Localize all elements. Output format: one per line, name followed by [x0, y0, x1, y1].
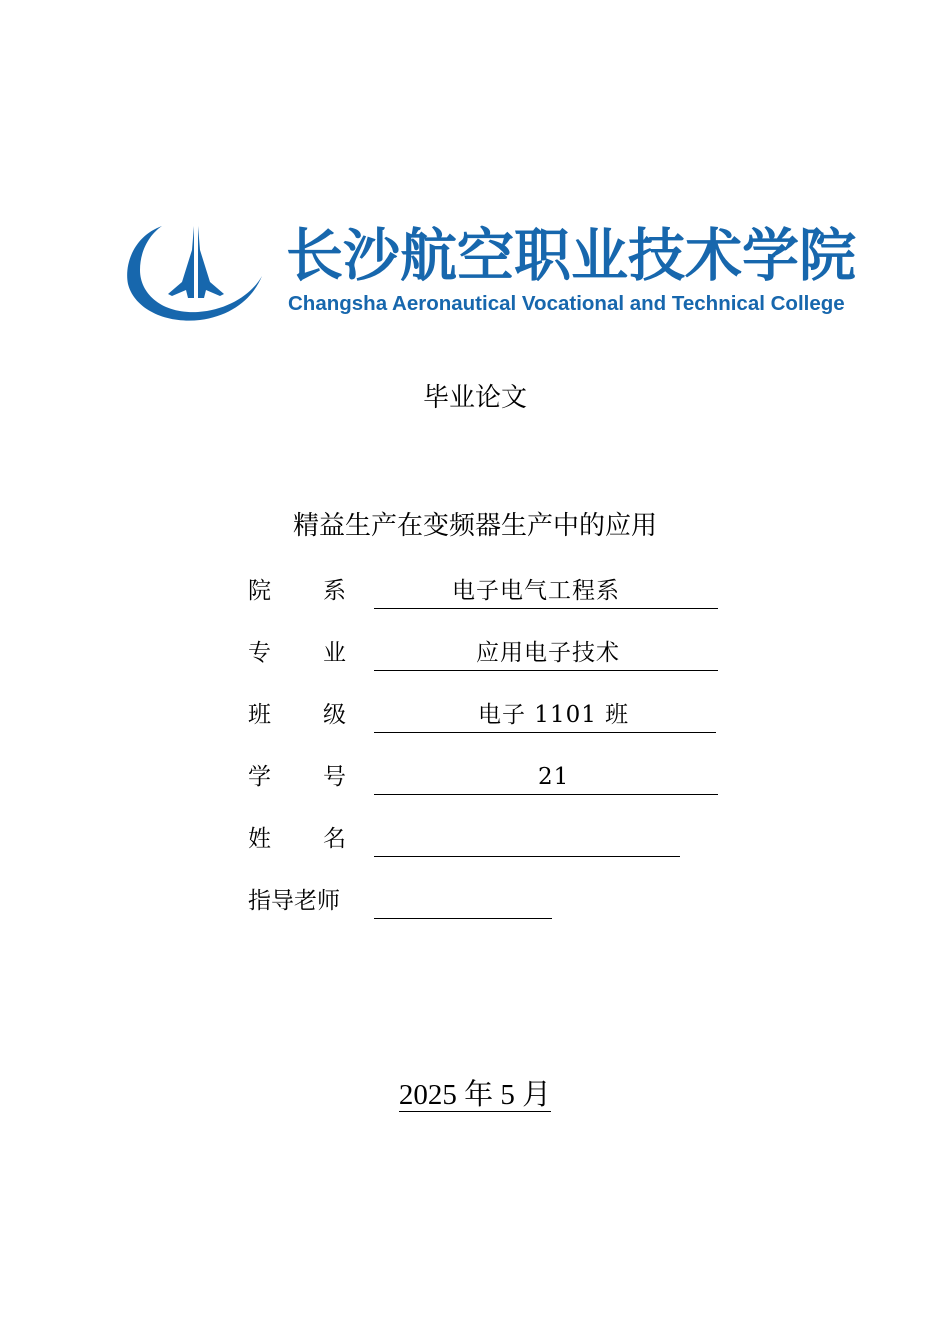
college-name-cn: 长沙航空职业技术学院: [286, 223, 856, 289]
field-value: 电子电气工程系: [374, 574, 718, 609]
field-label: 姓 名: [248, 826, 346, 852]
document-type: 毕业论文: [422, 383, 527, 413]
field-value: [374, 884, 552, 919]
field-label: 班 级: [248, 702, 346, 728]
field-value: 应用电子技术: [374, 636, 718, 671]
field-label: 专 业: [248, 640, 346, 666]
college-name-en: Changsha Aeronautical Vocational and Technical College: [288, 292, 845, 315]
field-value: [374, 822, 680, 857]
college-logo: [124, 220, 856, 324]
field-value: 电子 1101 班: [374, 698, 716, 733]
field-label: 指导老师: [248, 888, 340, 914]
field-value: 21: [374, 760, 718, 795]
date: [0, 1075, 950, 1115]
field-label: 院 系: [248, 578, 346, 604]
thesis-title: 精益生产在变频器生产中的应用: [292, 511, 657, 541]
college-emblem-icon: [124, 220, 266, 324]
field-label: 学 号: [248, 764, 346, 790]
date-text: 2025 年 5 月: [398, 1079, 552, 1111]
